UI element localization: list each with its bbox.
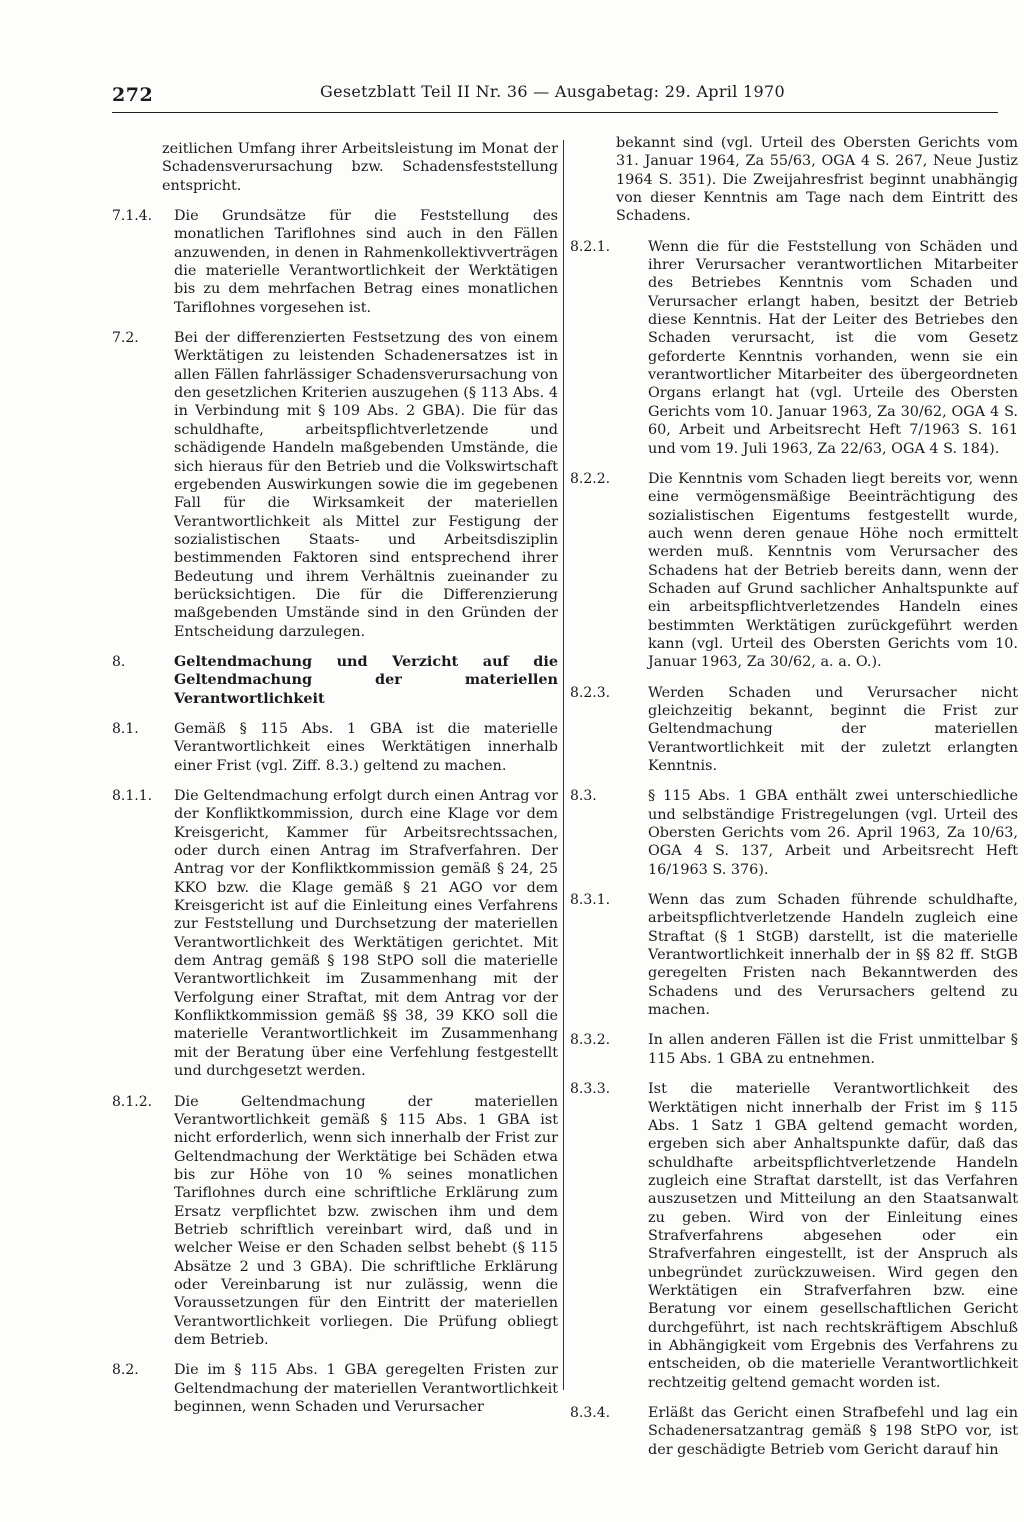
paragraph (570, 684, 1018, 776)
page-number: 272 (112, 84, 154, 106)
paragraph-text: Wenn das zum Schaden führende schuldhafte, arbeitspflichtverletzende Handeln zugleich eine Straftat (§ 1 StGB) darstellt, ist die materielle Verantwortlichkeit innerhalb der in §§ 82 ff. StGB geregelten Fristen nach Bekanntwerden des Schadens und des Verursachers geltend zu machen. (648, 892, 1018, 1019)
paragraph-number: 8.2.2. (570, 470, 611, 487)
paragraph (112, 207, 558, 317)
paragraph (112, 1093, 558, 1350)
page-header (112, 82, 998, 113)
paragraph-number: 7.1.4. (112, 208, 153, 225)
paragraph-number: 8.3.1. (570, 892, 611, 909)
paragraph-text: Wenn die für die Feststellung von Schäden und ihrer Verursacher verantwortlichen Mitarbeiter des Betriebes Kenntnis vom Schaden und Verursacher erlangt haben, besitzt der Betrieb diese Kenntnis. Hat der Leiter des Betriebes den Schaden verursacht, ist die vom Gesetz geforderte Kenntnis vorhanden, wenn sie ein verantwortlicher Mitarbeiter des übergeordneten Organs erlangt hat (vgl. Urteile des Obersten Gerichts vom 10. Januar 1963, Za 30/62, OGA 4 S. 60, Arbeit und Arbeitsrecht Heft 7/1963 S. 161 und vom 19. Juli 1963, Za 22/63, OGA 4 S. 184). (648, 238, 1018, 457)
paragraph (570, 1080, 1018, 1392)
paragraph-text: Ist die materielle Verantwortlichkeit des Werktätigen nicht innerhalb der Frist im § 115 Abs. 1 Satz 1 GBA geltend gemacht worden, ergeben sich aber Anhaltspunkte dafür, daß das schuldhafte arbeitspflichtverletzende Handeln zugleich eine Straftat darstellt, ist das Verfahren auszusetzen und Mitteilung an den Staatsanwalt zu geben. Wird von der Einleitung eines Strafverfahrens abgesehen oder ein Strafverfahren eingestellt, ist der Anspruch als unbegründet zurückzuweisen. Wird gegen den Werktätigen ein Strafverfahren bzw. eine Beratung vor einem gesellschaftlichen Gericht durchgeführt, ist nach rechtskräftigem Abschluß in Abhängigkeit vom Ergebnis des Verfahrens zu entscheiden, ob die materielle Verantwortlichkeit rechtzeitig geltend gemacht worden ist. (648, 1081, 1018, 1391)
paragraph-number: 8.3.2. (570, 1032, 611, 1049)
paragraph-text: zeitlichen Umfang ihrer Arbeitsleistung im Monat der Schadensverursachung bzw. Schadensfeststellung entspricht. (162, 141, 558, 194)
paragraph-text: Gemäß § 115 Abs. 1 GBA ist die materielle Verantwortlichkeit eines Werktätigen innerhalb einer Frist (vgl. Ziff. 8.3.) geltend zu machen. (174, 720, 558, 774)
section-heading-text: Geltendmachung und Verzicht auf die Geltendmachung der materiellen Verantwortlichkeit (174, 652, 558, 707)
paragraph-text: Erläßt das Gericht einen Strafbefehl und lag ein Schadenersatzantrag gemäß § 198 StPO vor, ist der geschädigte Betrieb vom Gericht darauf hin (648, 1405, 1018, 1458)
paragraph-text: Die Kenntnis vom Schaden liegt bereits vor, wenn eine vermögensmäßige Beeinträchtigung des sozialistischen Eigentums festgestellt wurde, auch wenn deren genaue Höhe noch ermittelt werden muß. Kenntnis vom Verursacher des Schadens hat der Betrieb bereits dann, wenn der Schaden auf Grund sachlicher Anhaltspunkte auf ein arbeitspflichtverletzendes Handeln eines bestimmten Werktätigen zurückgeführt werden kann (vgl. Urteil des Obersten Gerichts vom 10. Januar 1963, Za 30/62, a. a. O.). (648, 470, 1018, 671)
paragraph (570, 1031, 1018, 1068)
paragraph (570, 470, 1018, 672)
paragraph-number: 8.1.1. (112, 788, 153, 804)
paragraph (112, 329, 558, 641)
paragraph-number: 8. (112, 653, 126, 670)
paragraph (570, 787, 1018, 879)
paragraph-number: 8.2.3. (570, 684, 611, 701)
paragraph (570, 238, 1018, 458)
gazette-header-title: Gesetzblatt Teil II Nr. 36 — Ausgabetag: 29. April 1970 (320, 82, 785, 101)
section-heading (112, 653, 558, 708)
paragraph-text: In allen anderen Fällen ist die Frist unmittelbar § 115 Abs. 1 GBA zu entnehmen. (648, 1032, 1018, 1067)
paragraph-number: 8.3.3. (570, 1081, 611, 1098)
paragraph-text: Die Geltendmachung erfolgt durch einen Antrag vor der Konfliktkommission, durch eine Klage vor dem Kreisgericht, Kammer für Arbeitsrechtssachen, oder durch einen Antrag im Strafverfahren. Der Antrag vor der Konfliktkommission gemäß § 24, 25 KKO bzw. die Klage gemäß § 21 AGO vor dem Kreisgericht ist auf die Einleitung eines Verfahrens zur Feststellung und Durchsetzung der materiellen Verantwortlichkeit des Werktätigen gerichtet. Mit dem Antrag gemäß § 198 StPO soll die materielle Verantwortlichkeit im Zusammenhang mit der Verfolgung einer Straftat, mit dem Antrag vor der Konfliktkommission gemäß §§ 38, 39 KKO soll die materielle Verantwortlichkeit im Zusammenhang mit der Beratung über eine Verfehlung festgestellt und durchgesetzt werden. (174, 788, 558, 1080)
paragraph (570, 134, 1018, 226)
paragraph (112, 720, 558, 775)
paragraph-text: Die Geltendmachung der materiellen Verantwortlichkeit gemäß § 115 Abs. 1 GBA ist nicht erforderlich, wenn sich innerhalb der Frist zur Geltendmachung der Werktätige bei Schäden etwa bis zur Höhe von 10 % seines monatlichen Tariflohnes durch eine schriftliche Erklärung zum Ersatz verpflichtet bzw. zwischen ihm und dem Betrieb schriftlich vereinbart wird, daß und in welcher Weise er den Schaden selbst behebt (§ 115 Absätze 2 und 3 GBA). Die schriftliche Erklärung oder Vereinbarung ist nur zulässig, wenn die Voraussetzungen für den Eintritt der materiellen Verantwortlichkeit vorliegen. Die Prüfung obliegt dem Betrieb. (174, 1093, 558, 1348)
paragraph-number: 8.2.1. (570, 238, 611, 255)
paragraph (112, 1361, 558, 1416)
left-column (112, 140, 558, 1428)
right-column (570, 134, 1018, 1471)
paragraph-text: Die im § 115 Abs. 1 GBA geregelten Fristen zur Geltendmachung der materiellen Verantwortlichkeit beginnen, wenn Schaden und Verursacher (174, 1362, 558, 1415)
paragraph-number: 8.1.2. (112, 1093, 153, 1110)
paragraph-text: bekannt sind (vgl. Urteil des Obersten Gerichts vom 31. Januar 1964, Za 55/63, OGA 4 S. 267, Neue Justiz 1964 S. 351). Die Zweijahresfrist beginnt unabhängig von dieser Kenntnis am Tage nach dem Eintritt des Schadens. (616, 135, 1018, 225)
paragraph-number: 8.1. (112, 720, 139, 737)
paragraph-text: Werden Schaden und Verursacher nicht gleichzeitig bekannt, beginnt die Frist zur Geltendmachung der materiellen Verantwortlichkeit mit der zuletzt erlangten Kenntnis. (648, 684, 1018, 774)
paragraph-text: Bei der differenzierten Festsetzung des von einem Werktätigen zu leistenden Schadenersatzes ist in allen Fällen fahrlässiger Schadensverursachung von den gesetzlichen Kriterien auszugehen (§ 113 Abs. 4 in Verbindung mit § 109 Abs. 2 GBA). Die für das schuldhafte, arbeitspflichtverletzende und schädigende Handeln maßgebenden Umstände, die sich hieraus für den Betrieb und die Volkswirtschaft ergebenden Auswirkungen sowie die im gegebenen Fall für die Wirksamkeit der materiellen Verantwortlichkeit als Mittel zur Festigung der sozialistischen Staats- und Arbeitsdisziplin bestimmenden Faktoren sind entsprechend ihrer Bedeutung und ihrem Verhältnis zueinander zu berücksichtigen. Die für die Differenzierung maßgebenden Umstände sind in den Gründen der Entscheidung darzulegen. (174, 330, 558, 640)
paragraph-number: 7.2. (112, 330, 139, 347)
paragraph-number: 8.3.4. (570, 1405, 611, 1421)
paragraph-number: 8.2. (112, 1362, 139, 1379)
paragraph (570, 1404, 1018, 1459)
paragraph-text: Die Grundsätze für die Feststellung des monatlichen Tariflohnes sind auch in den Fällen anzuwenden, in denen in Rahmenkollektivverträgen die materielle Verantwortlichkeit der Werktätigen bis zu dem mehrfachen Betrag eines monatlichen Tariflohnes vorgesehen ist. (174, 208, 558, 316)
paragraph (112, 787, 558, 1081)
paragraph-text: § 115 Abs. 1 GBA enthält zwei unterschiedliche und selbständige Fristregelungen (vgl. Urteil des Obersten Gerichts vom 26. April 1963, Za 10/63, OGA 4 S. 137, Arbeit und Arbeitsrecht Heft 16/1963 S. 376). (648, 788, 1018, 878)
paragraph (570, 891, 1018, 1019)
column-divider (563, 140, 564, 1390)
paragraph (112, 140, 558, 195)
paragraph-number: 8.3. (570, 788, 597, 805)
